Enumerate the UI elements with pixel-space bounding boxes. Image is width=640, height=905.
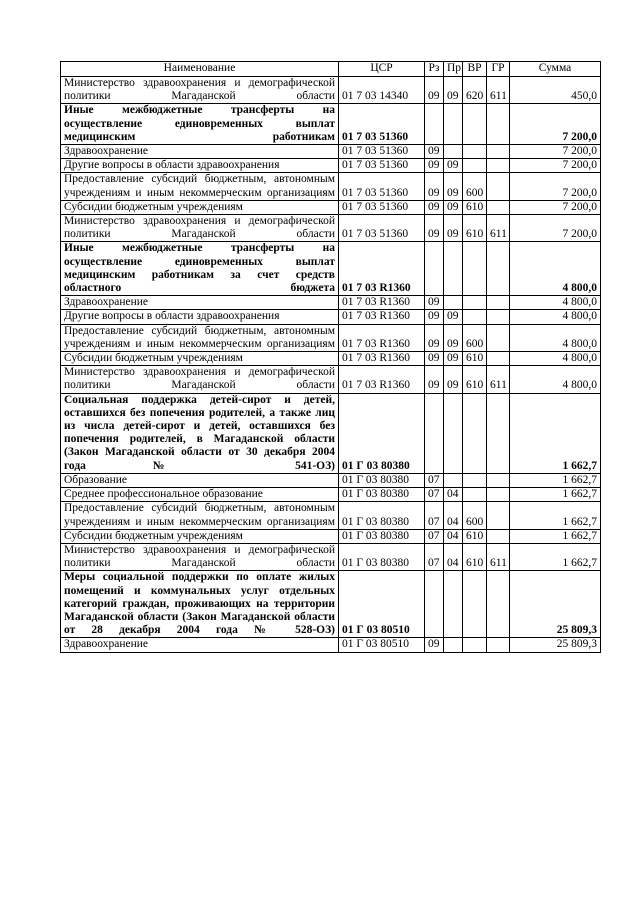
cell-gr xyxy=(487,324,510,351)
header-csr: ЦСР xyxy=(339,62,425,77)
cell-vr xyxy=(463,571,487,638)
cell-pr: 09 xyxy=(444,77,463,104)
cell-csr: 01 7 03 R1360 xyxy=(339,242,425,296)
cell-vr xyxy=(463,104,487,145)
budget-table xyxy=(60,61,601,653)
cell-rz: 07 xyxy=(425,529,444,543)
cell-sum: 1 662,7 xyxy=(510,529,601,543)
table-row xyxy=(61,543,601,570)
cell-name: Среднее профессиональное образование xyxy=(61,488,339,502)
cell-rz: 07 xyxy=(425,488,444,502)
cell-pr: 04 xyxy=(444,529,463,543)
cell-sum: 4 800,0 xyxy=(510,352,601,366)
cell-csr: 01 Г 03 80380 xyxy=(339,529,425,543)
cell-vr: 600 xyxy=(463,324,487,351)
cell-sum: 450,0 xyxy=(510,77,601,104)
cell-sum: 1 662,7 xyxy=(510,543,601,570)
cell-vr xyxy=(463,473,487,487)
cell-name: Меры социальной поддержки по оплате жилых помещений и коммунальных услуг отдельных категорий граждан, проживающих на территории Магаданской области (Закон Магаданской области от 28 декабря 2004 года № 528-ОЗ) xyxy=(61,571,339,638)
cell-rz: 09 xyxy=(425,200,444,214)
table-row xyxy=(61,488,601,502)
cell-name: Предоставление субсидий бюджетным, автономным учреждениям и иным некоммерческим организациям xyxy=(61,502,339,529)
table-row xyxy=(61,352,601,366)
cell-vr: 610 xyxy=(463,529,487,543)
cell-sum: 4 800,0 xyxy=(510,296,601,310)
cell-csr: 01 7 03 14340 xyxy=(339,77,425,104)
cell-name: Другие вопросы в области здравоохранения xyxy=(61,310,339,324)
cell-name: Предоставление субсидий бюджетным, автономным учреждениям и иным некоммерческим организациям xyxy=(61,324,339,351)
cell-csr: 01 7 03 51360 xyxy=(339,104,425,145)
cell-sum: 7 200,0 xyxy=(510,173,601,200)
cell-gr: 611 xyxy=(487,366,510,393)
table-row xyxy=(61,473,601,487)
cell-vr xyxy=(463,242,487,296)
table-row xyxy=(61,242,601,296)
header-name: Наименование xyxy=(61,62,339,77)
table-row xyxy=(61,324,601,351)
cell-rz: 09 xyxy=(425,159,444,173)
cell-csr: 01 7 03 51360 xyxy=(339,145,425,159)
cell-pr xyxy=(444,638,463,652)
cell-vr: 600 xyxy=(463,173,487,200)
cell-gr xyxy=(487,296,510,310)
cell-name: Министерство здравоохранения и демографической политики Магаданской области xyxy=(61,77,339,104)
cell-rz: 09 xyxy=(425,366,444,393)
cell-sum: 7 200,0 xyxy=(510,145,601,159)
cell-pr: 09 xyxy=(444,215,463,242)
cell-pr: 09 xyxy=(444,310,463,324)
cell-rz xyxy=(425,571,444,638)
cell-pr: 09 xyxy=(444,366,463,393)
cell-csr: 01 Г 03 80380 xyxy=(339,488,425,502)
cell-rz: 07 xyxy=(425,473,444,487)
cell-rz: 09 xyxy=(425,352,444,366)
cell-sum: 4 800,0 xyxy=(510,324,601,351)
cell-vr: 610 xyxy=(463,215,487,242)
table-row xyxy=(61,215,601,242)
cell-rz: 09 xyxy=(425,296,444,310)
cell-pr: 09 xyxy=(444,324,463,351)
cell-vr: 600 xyxy=(463,502,487,529)
cell-csr: 01 7 03 51360 xyxy=(339,200,425,214)
cell-pr xyxy=(444,242,463,296)
cell-sum: 7 200,0 xyxy=(510,200,601,214)
cell-csr: 01 Г 03 80510 xyxy=(339,571,425,638)
cell-gr: 611 xyxy=(487,215,510,242)
cell-vr xyxy=(463,296,487,310)
header-sum: Сумма xyxy=(510,62,601,77)
cell-rz: 09 xyxy=(425,77,444,104)
cell-sum: 7 200,0 xyxy=(510,159,601,173)
cell-name: Здравоохранение xyxy=(61,145,339,159)
table-row xyxy=(61,296,601,310)
cell-sum: 1 662,7 xyxy=(510,473,601,487)
cell-name: Субсидии бюджетным учреждениям xyxy=(61,529,339,543)
cell-rz: 07 xyxy=(425,502,444,529)
table-row xyxy=(61,529,601,543)
cell-gr xyxy=(487,159,510,173)
table-row xyxy=(61,104,601,145)
table-row xyxy=(61,145,601,159)
cell-gr xyxy=(487,145,510,159)
cell-vr xyxy=(463,159,487,173)
cell-gr xyxy=(487,488,510,502)
cell-csr: 01 Г 03 80510 xyxy=(339,638,425,652)
table-row xyxy=(61,502,601,529)
cell-sum: 25 809,3 xyxy=(510,638,601,652)
table-row xyxy=(61,638,601,652)
table-row xyxy=(61,200,601,214)
cell-name: Образование xyxy=(61,473,339,487)
cell-pr: 09 xyxy=(444,159,463,173)
cell-gr xyxy=(487,242,510,296)
cell-gr xyxy=(487,352,510,366)
table-row xyxy=(61,366,601,393)
table-body xyxy=(61,77,601,653)
cell-gr xyxy=(487,473,510,487)
cell-gr xyxy=(487,393,510,473)
header-pr: Пр xyxy=(444,62,463,77)
cell-sum: 25 809,3 xyxy=(510,571,601,638)
cell-csr: 01 7 03 R1360 xyxy=(339,366,425,393)
cell-pr: 09 xyxy=(444,352,463,366)
table-row xyxy=(61,77,601,104)
cell-sum: 4 800,0 xyxy=(510,310,601,324)
cell-csr: 01 7 03 R1360 xyxy=(339,296,425,310)
cell-gr xyxy=(487,104,510,145)
table-row xyxy=(61,173,601,200)
cell-vr: 610 xyxy=(463,366,487,393)
cell-name: Другие вопросы в области здравоохранения xyxy=(61,159,339,173)
cell-name: Здравоохранение xyxy=(61,296,339,310)
cell-pr xyxy=(444,296,463,310)
cell-csr: 01 7 03 R1360 xyxy=(339,310,425,324)
cell-sum: 7 200,0 xyxy=(510,104,601,145)
cell-csr: 01 Г 03 80380 xyxy=(339,393,425,473)
cell-name: Предоставление субсидий бюджетным, автономным учреждениям и иным некоммерческим организациям xyxy=(61,173,339,200)
cell-gr xyxy=(487,310,510,324)
table-row xyxy=(61,393,601,473)
cell-vr: 610 xyxy=(463,543,487,570)
cell-name: Министерство здравоохранения и демографической политики Магаданской области xyxy=(61,366,339,393)
cell-pr: 04 xyxy=(444,543,463,570)
cell-sum: 1 662,7 xyxy=(510,502,601,529)
cell-gr: 611 xyxy=(487,77,510,104)
cell-rz: 09 xyxy=(425,310,444,324)
cell-rz: 07 xyxy=(425,543,444,570)
cell-vr xyxy=(463,488,487,502)
cell-rz: 09 xyxy=(425,145,444,159)
cell-pr: 09 xyxy=(444,173,463,200)
cell-name: Министерство здравоохранения и демографической политики Магаданской области xyxy=(61,543,339,570)
cell-name: Иные межбюджетные трансферты на осуществление единовременных выплат медицинским работникам за счет средств областного бюджета xyxy=(61,242,339,296)
cell-csr: 01 7 03 R1360 xyxy=(339,352,425,366)
cell-gr xyxy=(487,173,510,200)
cell-csr: 01 7 03 R1360 xyxy=(339,324,425,351)
header-row xyxy=(61,62,601,77)
cell-csr: 01 7 03 51360 xyxy=(339,159,425,173)
cell-gr xyxy=(487,502,510,529)
cell-pr xyxy=(444,145,463,159)
cell-gr xyxy=(487,529,510,543)
cell-name: Субсидии бюджетным учреждениям xyxy=(61,352,339,366)
cell-rz: 09 xyxy=(425,215,444,242)
cell-rz: 09 xyxy=(425,173,444,200)
cell-csr: 01 Г 03 80380 xyxy=(339,502,425,529)
header-rz: Рз xyxy=(425,62,444,77)
cell-pr xyxy=(444,571,463,638)
cell-csr: 01 Г 03 80380 xyxy=(339,473,425,487)
cell-pr xyxy=(444,473,463,487)
cell-vr: 620 xyxy=(463,77,487,104)
cell-vr xyxy=(463,145,487,159)
cell-name: Министерство здравоохранения и демографической политики Магаданской области xyxy=(61,215,339,242)
cell-sum: 1 662,7 xyxy=(510,393,601,473)
cell-gr xyxy=(487,638,510,652)
cell-csr: 01 7 03 51360 xyxy=(339,173,425,200)
cell-name: Иные межбюджетные трансферты на осуществление единовременных выплат медицинским работникам xyxy=(61,104,339,145)
header-gr: ГР xyxy=(487,62,510,77)
cell-gr xyxy=(487,571,510,638)
cell-csr: 01 Г 03 80380 xyxy=(339,543,425,570)
cell-sum: 7 200,0 xyxy=(510,215,601,242)
cell-rz: 09 xyxy=(425,324,444,351)
cell-vr: 610 xyxy=(463,200,487,214)
cell-name: Здравоохранение xyxy=(61,638,339,652)
cell-gr xyxy=(487,200,510,214)
cell-name: Субсидии бюджетным учреждениям xyxy=(61,200,339,214)
cell-vr xyxy=(463,310,487,324)
table-row xyxy=(61,310,601,324)
cell-rz xyxy=(425,104,444,145)
cell-csr: 01 7 03 51360 xyxy=(339,215,425,242)
cell-rz xyxy=(425,393,444,473)
cell-pr: 04 xyxy=(444,488,463,502)
header-vr: ВР xyxy=(463,62,487,77)
cell-vr: 610 xyxy=(463,352,487,366)
cell-pr: 09 xyxy=(444,200,463,214)
cell-pr: 04 xyxy=(444,502,463,529)
cell-pr xyxy=(444,104,463,145)
cell-sum: 4 800,0 xyxy=(510,242,601,296)
cell-vr xyxy=(463,638,487,652)
cell-pr xyxy=(444,393,463,473)
table-row xyxy=(61,159,601,173)
table-row xyxy=(61,571,601,638)
cell-sum: 1 662,7 xyxy=(510,488,601,502)
cell-rz xyxy=(425,242,444,296)
cell-gr: 611 xyxy=(487,543,510,570)
cell-rz: 09 xyxy=(425,638,444,652)
cell-name: Социальная поддержка детей-сирот и детей, оставшихся без попечения родителей, а также лиц из числа детей-сирот и детей, оставшихся без попечения родителей, в Магаданской области (Закон Магаданской области от 30 декабря 2004 года № 541-ОЗ) xyxy=(61,393,339,473)
cell-sum: 4 800,0 xyxy=(510,366,601,393)
cell-vr xyxy=(463,393,487,473)
